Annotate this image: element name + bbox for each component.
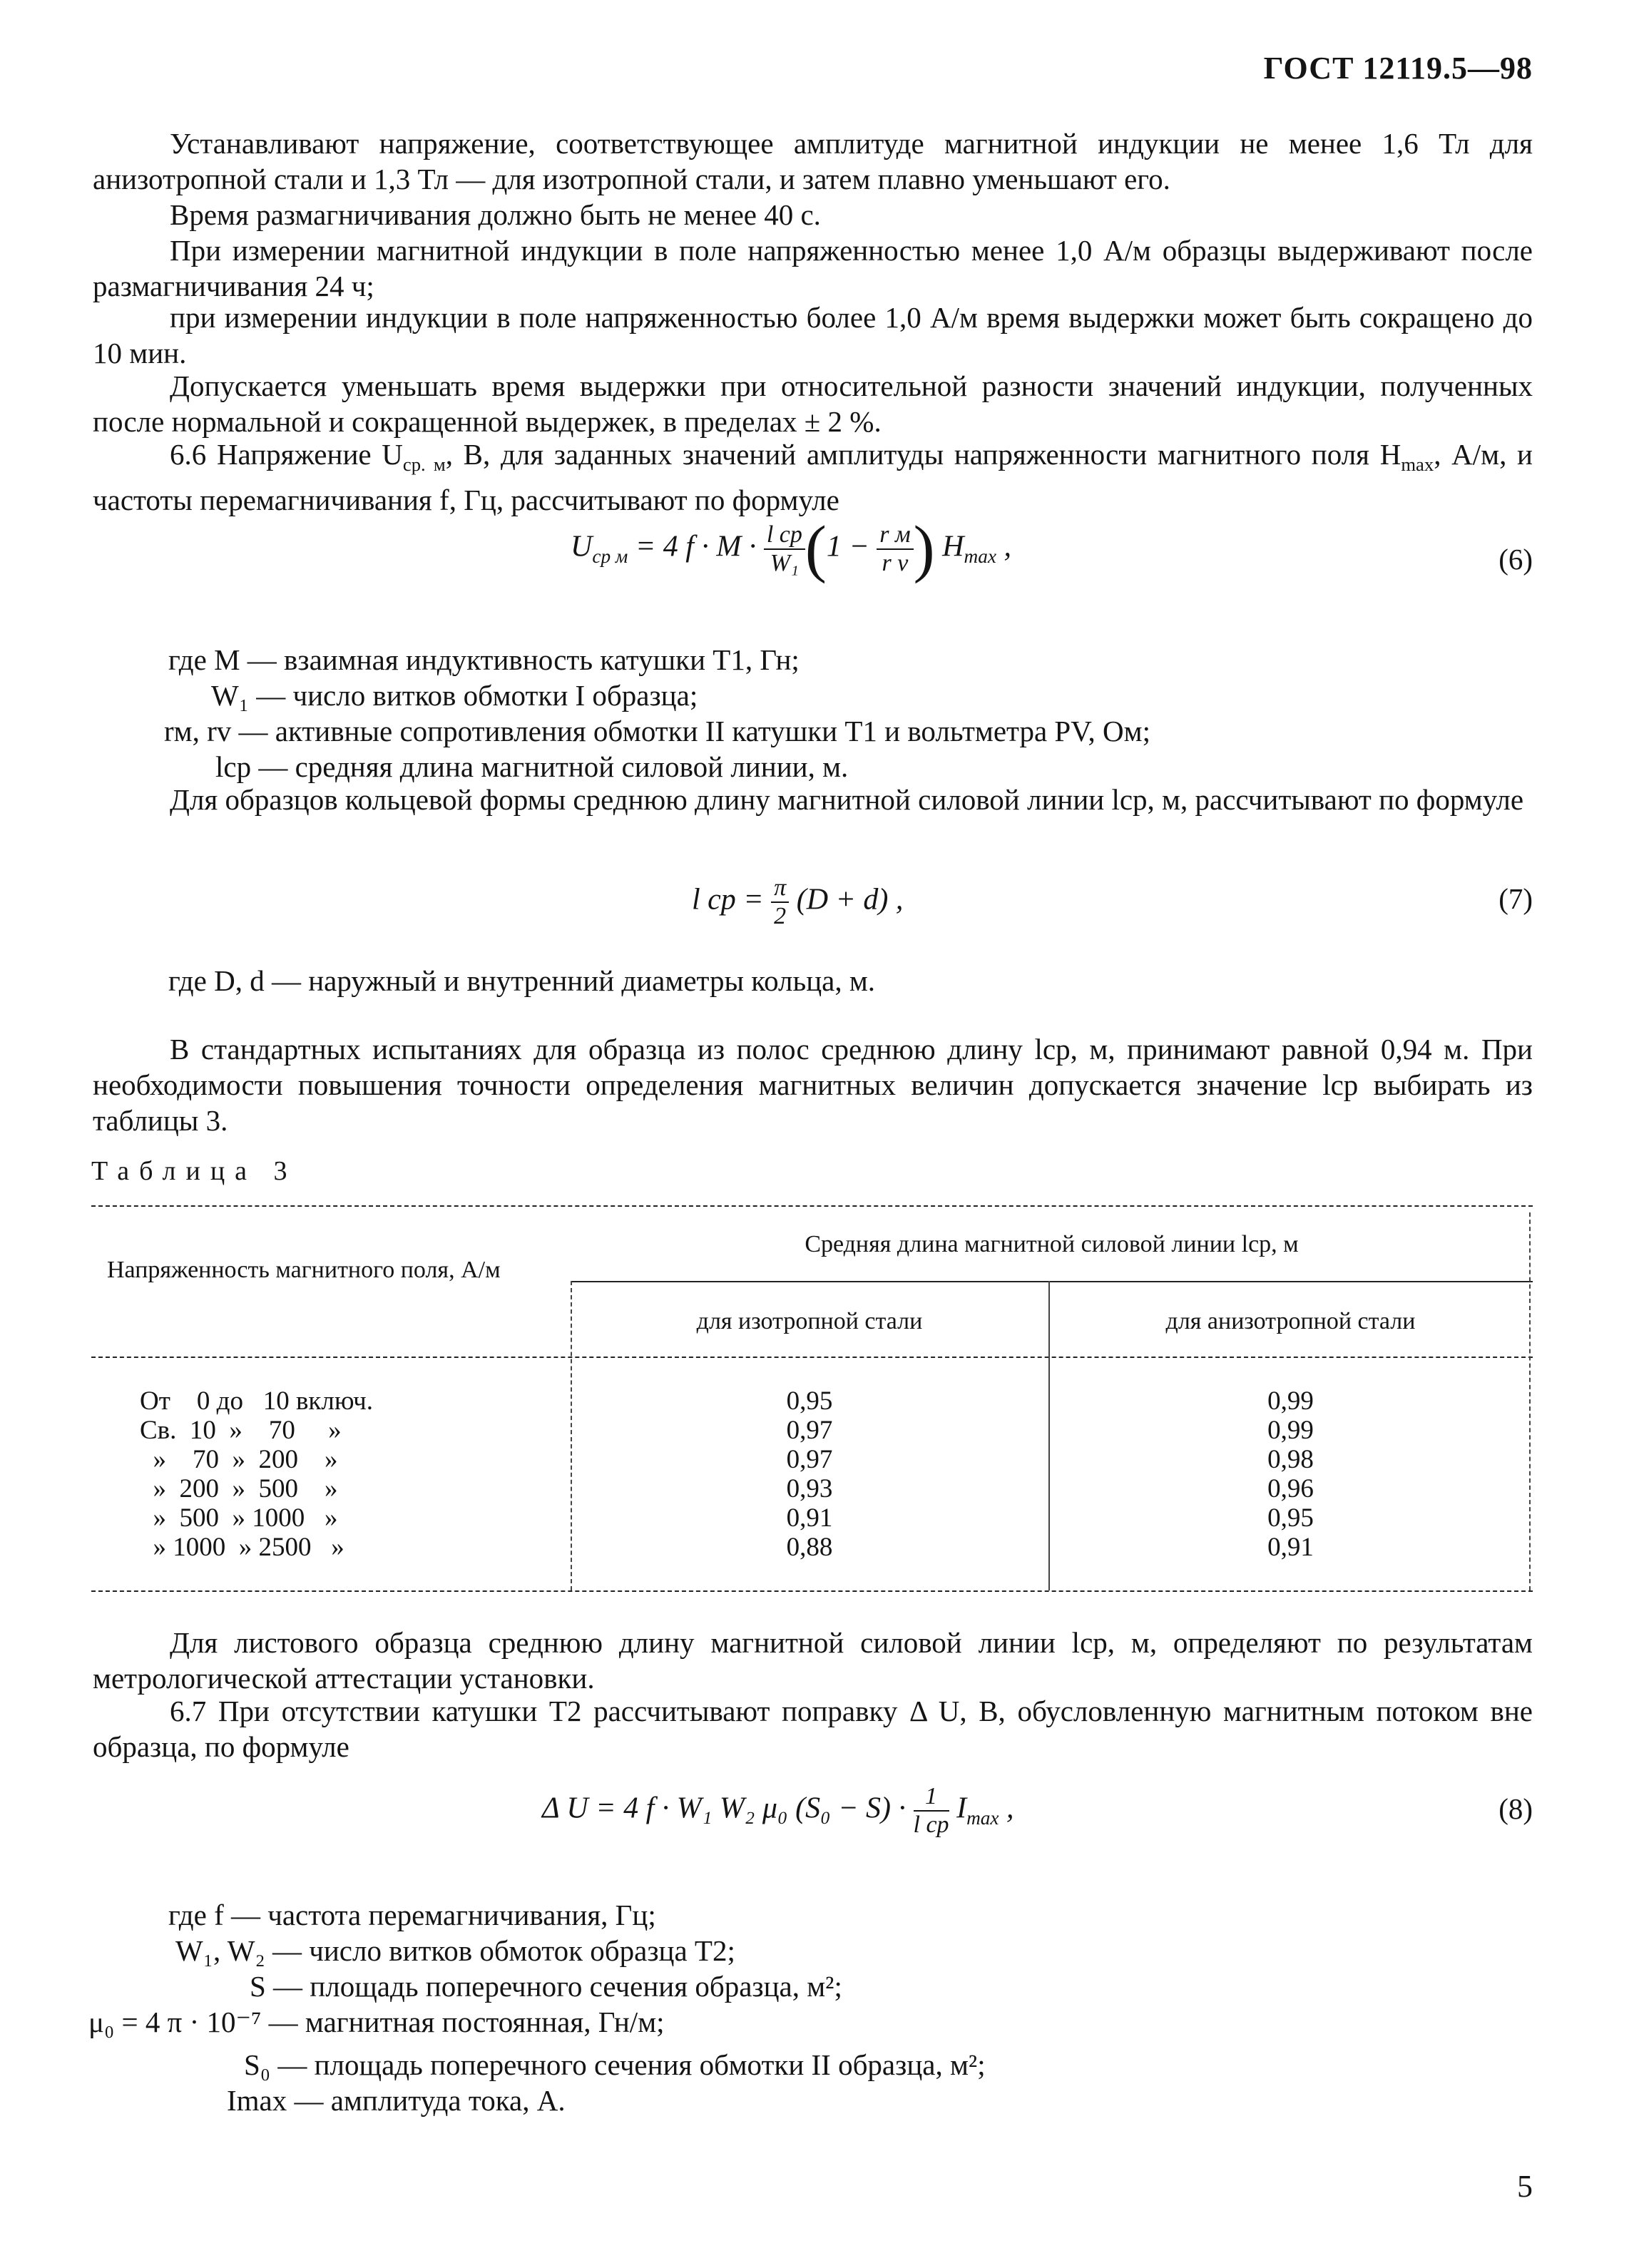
legend-6-line-3: rм, rv — активные сопротивления обмотки II катушки T1 и вольтметра PV, Ом; (164, 715, 1150, 747)
paragraph-hold-10min: при измерении индукции в поле напряженностью более 1,0 А/м время выдержки может быть сокращено до 10 мин. (93, 301, 1533, 369)
formula-7: l ср = $\frac{\pi}{2}$ (D + d) , (692, 874, 904, 929)
table-row-5-iso: 0,91 (786, 1503, 833, 1533)
table-row-4-aniso: 0,96 (1267, 1474, 1314, 1503)
legend-8-line-3: S — площадь поперечного сечения образца, м²; (250, 1970, 842, 2003)
table-row-3-range: » 70 » 200 » (140, 1445, 338, 1474)
table-row-6-aniso: 0,91 (1267, 1533, 1314, 1562)
table-caption: Таблица 3 (91, 1156, 297, 1186)
paragraph-demag-time: Время размагничивания должно быть не менее 40 с. (170, 198, 821, 231)
table-row-1-iso: 0,95 (786, 1386, 833, 1416)
page-number: 5 (1517, 2169, 1533, 2204)
legend-6-line-4: lср — средняя длина магнитной силовой линии, м. (215, 750, 849, 783)
table-row-2-range: Св. 10 » 70 » (140, 1416, 342, 1445)
table-head-isotropic: для изотропной стали (696, 1308, 923, 1334)
paragraph-ring-samples: Для образцов кольцевой формы среднюю длину магнитной силовой линии lср, м, рассчитывают по формуле (170, 783, 1524, 816)
formula-8-number: (8) (1498, 1792, 1533, 1825)
paragraph-hold-24h: При измерении магнитной индукции в поле напряженностью менее 1,0 А/м образцы выдерживают после размагничивания 24 ч; (93, 234, 1533, 302)
table-row-6-iso: 0,88 (786, 1533, 833, 1562)
legend-8-line-2: W₁, W₂ — число витков обмоток образца T2; (175, 1934, 735, 1967)
legend-6-line-1: где M — взаимная индуктивность катушки T1, Гн; (168, 643, 800, 676)
legend-8-line-5: S₀ — площадь поперечного сечения обмотки II образца, м²; (244, 2048, 986, 2081)
table-row-2-iso: 0,97 (786, 1416, 833, 1445)
formula-7-number: (7) (1498, 882, 1533, 915)
legend-6-line-2: W₁ — число витков обмотки I образца; (211, 679, 698, 712)
paragraph-6-6: 6.6 Напряжение $U_{ср. м}$, В, для заданных значений амплитуды напряженности магнитного поля $H_{max}$, А/м, и частоты перемагничивания f, Гц, рассчитывают по формуле (93, 438, 1533, 517)
legend-8-line-4: μ₀ = 4 π · 10⁻⁷ — магнитная постоянная, Гн/м; (88, 2006, 665, 2038)
table-row-4-range: » 200 » 500 » (140, 1474, 338, 1503)
table-row-1-range: От 0 до 10 включ. (140, 1386, 373, 1416)
formula-6: $U_{ср м} = 4$ f · M · l ср W₁ (1 − r м r v ) $H_{max}$ , (571, 514, 1011, 584)
legend-7: где D, d — наружный и внутренний диаметры кольца, м. (168, 964, 876, 997)
table-row-5-range: » 500 » 1000 » (140, 1503, 338, 1533)
table-head-field-strength: Напряженность магнитного поля, А/м (107, 1257, 501, 1283)
paragraph-sheet-sample: Для листового образца среднюю длину магнитной силовой линии lср, м, определяют по результатам метрологической аттестации установки. (93, 1626, 1533, 1695)
formula-8: Δ U = 4 f · W₁ W₂ μ₀ (S₀ − S) · 1 l ср $I_{max}$ , (542, 1783, 1014, 1838)
formula-6-number: (6) (1498, 543, 1533, 576)
paragraph-reduce-hold: Допускается уменьшать время выдержки при относительной разности значений индукции, полученных после нормальной и сокращенной выдержек, в пределах ± 2 %. (93, 369, 1533, 438)
legend-8-line-1: где f — частота перемагничивания, Гц; (168, 1899, 656, 1931)
table-bottom-rule (91, 1590, 1533, 1592)
table-head-anisotropic: для анизотропной стали (1165, 1308, 1416, 1334)
paragraph-6-7: 6.7 При отсутствии катушки T2 рассчитывают поправку Δ U, В, обусловленную магнитным потоком вне образца, по формуле (93, 1695, 1533, 1763)
table-top-rule (91, 1205, 1533, 1207)
document-header: ГОСТ 12119.5—98 (1263, 51, 1533, 86)
table-row-2-aniso: 0,99 (1267, 1416, 1314, 1445)
table-row-5-aniso: 0,95 (1267, 1503, 1314, 1533)
table-row-4-iso: 0,93 (786, 1474, 833, 1503)
table-row-3-iso: 0,97 (786, 1445, 833, 1474)
table-head-bottom-rule (91, 1357, 1533, 1358)
table-row-3-aniso: 0,98 (1267, 1445, 1314, 1474)
paragraph-voltage: Устанавливают напряжение, соответствующее амплитуде магнитной индукции не менее 1,6 Тл для анизотропной стали и 1,3 Тл — для изотропной стали, и затем плавно уменьшают его. (93, 127, 1533, 195)
table-row-1-aniso: 0,99 (1267, 1386, 1314, 1416)
paragraph-standard-tests: В стандартных испытаниях для образца из полос среднюю длину lср, м, принимают равной 0,94 м. При необходимости повышения точности определения магнитных величин допускается значение lср выбирать из таблицы 3. (93, 1033, 1533, 1137)
legend-8-line-6: Imax — амплитуда тока, А. (227, 2084, 566, 2117)
table-head-group: Средняя длина магнитной силовой линии lср, м (805, 1231, 1299, 1257)
table-subhead-rule (571, 1281, 1533, 1282)
table-row-6-range: » 1000 » 2500 » (140, 1533, 344, 1562)
